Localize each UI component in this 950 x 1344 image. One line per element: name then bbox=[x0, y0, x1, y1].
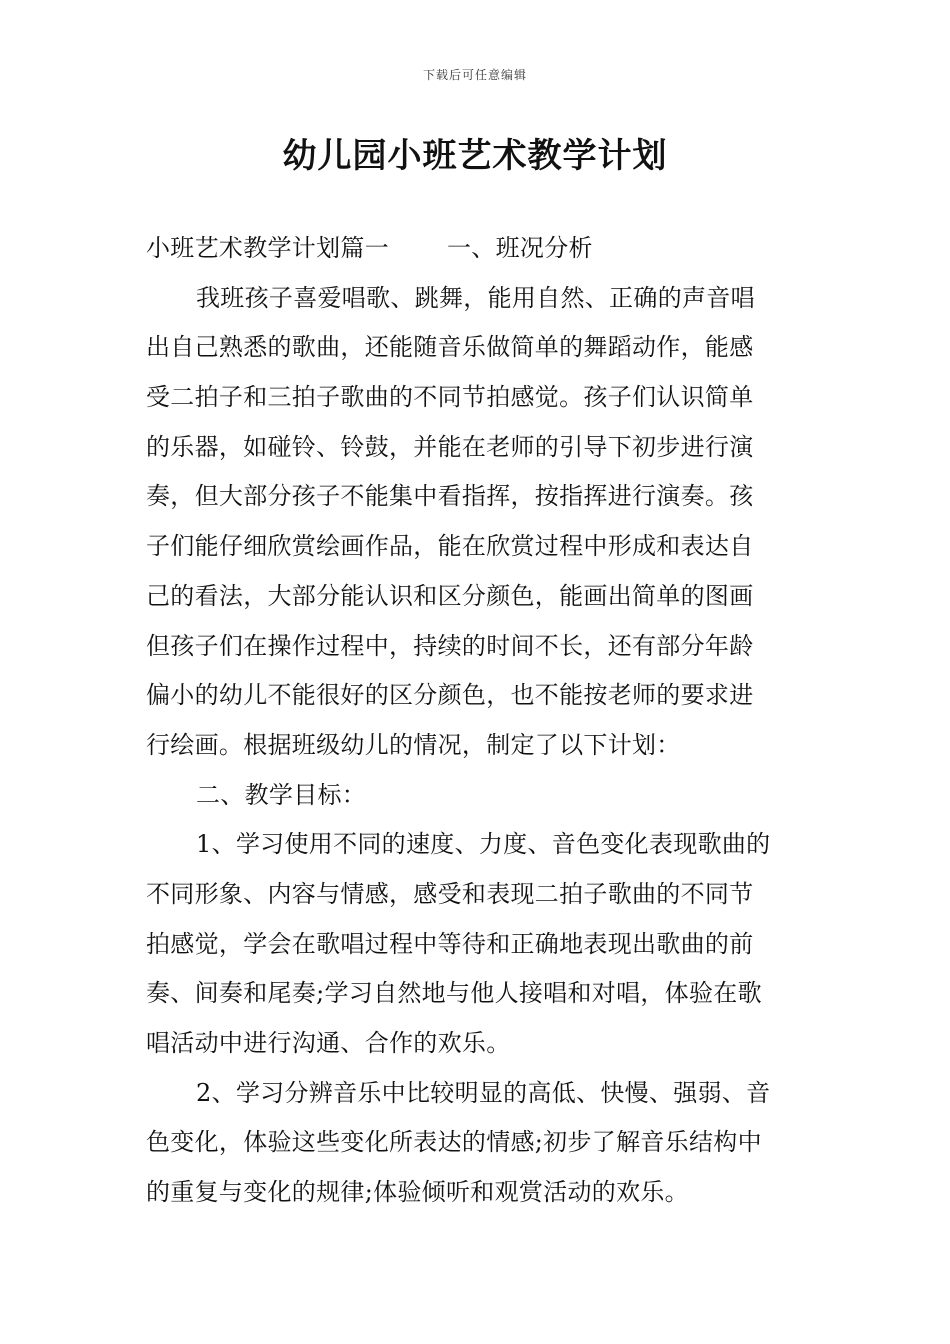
paragraph-line: 奏，但大部分孩子不能集中看指挥，按指挥进行演奏。孩 bbox=[146, 482, 754, 511]
section-heading-teaching-goals: 二、教学目标： bbox=[196, 780, 367, 809]
paragraph-line: 奏、间奏和尾奏;学习自然地与他人接唱和对唱，体验在歌 bbox=[146, 979, 762, 1008]
intro-line bbox=[146, 224, 806, 274]
page-header-note: 下载后可任意编辑 bbox=[422, 68, 527, 82]
paragraph-line: 行绘画。根据班级幼儿的情况，制定了以下计划： bbox=[146, 730, 681, 759]
paragraph-line: 受二拍子和三拍子歌曲的不同节拍感觉。孩子们认识简单 bbox=[146, 383, 754, 412]
paragraph-class-analysis bbox=[146, 274, 806, 771]
paragraph-line: 1、学习使用不同的速度、力度、音色变化表现歌曲的 bbox=[196, 830, 771, 859]
paragraph-line: 但孩子们在操作过程中，持续的时间不长，还有部分年龄 bbox=[146, 631, 754, 660]
paragraph-line: 的重复与变化的规律;体验倾听和观赏活动的欢乐。 bbox=[146, 1178, 689, 1207]
paragraph-line: 己的看法，大部分能认识和区分颜色，能画出简单的图画 bbox=[146, 581, 754, 610]
paragraph-line: 的乐器，如碰铃、铃鼓，并能在老师的引导下初步进行演 bbox=[146, 432, 754, 461]
paragraph-line: 2、学习分辨音乐中比较明显的高低、快慢、强弱、音 bbox=[196, 1078, 771, 1107]
paragraph-line: 偏小的幼儿不能很好的区分颜色，也不能按老师的要求进 bbox=[146, 681, 754, 710]
paragraph-line: 拍感觉，学会在歌唱过程中等待和正确地表现出歌曲的前 bbox=[146, 929, 754, 958]
plan-label: 小班艺术教学计划篇一 bbox=[146, 234, 389, 262]
paragraph-goal-2 bbox=[146, 1069, 806, 1218]
paragraph-line: 不同形象、内容与情感，感受和表现二拍子歌曲的不同节 bbox=[146, 879, 754, 908]
paragraph-line: 出自己熟悉的歌曲，还能随音乐做简单的舞蹈动作，能感 bbox=[146, 333, 754, 362]
section-heading-class-analysis: 一、班况分析 bbox=[447, 234, 593, 262]
paragraph-line: 色变化，体验这些变化所表达的情感;初步了解音乐结构中 bbox=[146, 1128, 762, 1157]
paragraph-goal-1 bbox=[146, 820, 806, 1068]
paragraph-line: 我班孩子喜爱唱歌、跳舞，能用自然、正确的声音唱 bbox=[196, 283, 755, 312]
document-title: 幼儿园小班艺术教学计划 bbox=[282, 136, 668, 176]
paragraph-line: 唱活动中进行沟通、合作的欢乐。 bbox=[146, 1029, 511, 1057]
document-body bbox=[146, 224, 806, 1218]
paragraph-line: 子们能仔细欣赏绘画作品，能在欣赏过程中形成和表达自 bbox=[146, 532, 754, 561]
